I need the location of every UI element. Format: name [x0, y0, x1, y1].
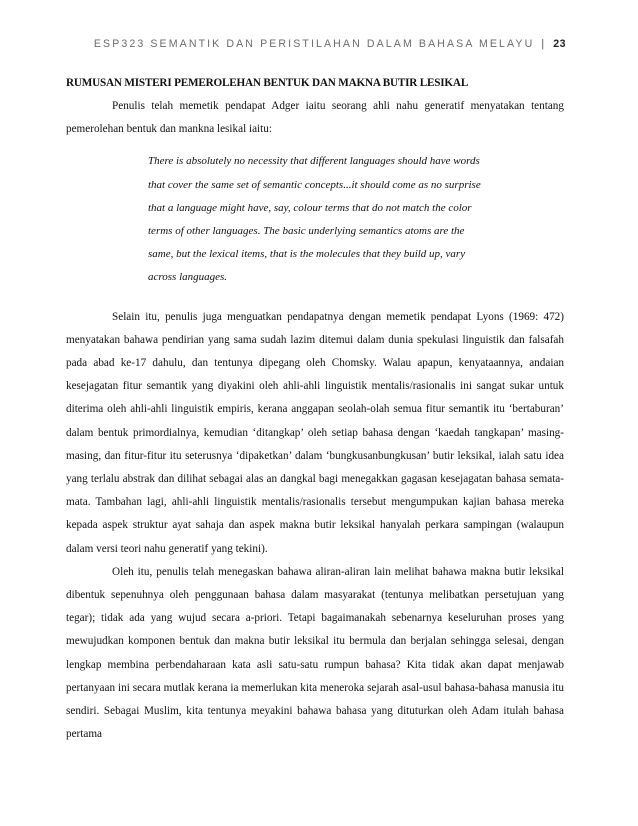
- page-content: [66, 72, 564, 746]
- quote-line: There is absolutely no necessity that different languages should have words: [148, 155, 480, 168]
- body-paragraph-2: Oleh itu, penulis telah menegaskan bahawa aliran-aliran lain melihat bahawa makna butir leksikal dibentuk sepenuhnya oleh penggunaan bahasa dalam masyarakat (tentunya melibatkan persetujuan yang tegar); tidak ada yang wujud secara a-priori. Tetapi bagaimanakah sebenarnya keseluruhan proses yang mewujudkan komponen bentuk dan makna butir leksikal itu bermula dan berjalan sehingga selesai, dengan lengkap membina perbendaharaan kata asli satu-satu rumpun bahasa? Kita tidak akan dapat menjawab pertanyaan ini secara mutlak kerana ia memerlukan kita meneroka sejarah asal-usul bahasa-bahasa manusia itu sendiri. Sebagai Muslim, kita tentunya meyakini bahawa bahasa yang dituturkan oleh Adam itulah bahasa pertama: [66, 565, 564, 741]
- quote-line: that a language might have, say, colour terms that do not match the color: [148, 201, 472, 214]
- quote-line: across languages.: [148, 271, 228, 284]
- course-title: ESP323 SEMANTIK DAN PERISTILAHAN DALAM BAHASA MELAYU: [93, 38, 535, 50]
- block-quote: [148, 150, 528, 289]
- page-number: 23: [553, 38, 566, 50]
- quote-line: same, but the lexical items, that is the molecules that they build up, vary: [148, 248, 466, 261]
- intro-paragraph: Penulis telah memetik pendapat Adger iaitu seorang ahli nahu generatif menyatakan tentang pemerolehan bentuk dan mankna lesikal iaitu:: [66, 100, 564, 136]
- header-separator: |: [541, 38, 545, 50]
- section-title: RUMUSAN MISTERI PEMEROLEHAN BENTUK DAN MAKNA BUTIR LESIKAL: [66, 77, 469, 89]
- quote-line: that cover the same set of semantic concepts...it should come as no surprise: [148, 178, 481, 191]
- quote-line: terms of other languages. The basic underlying semantics atoms are the: [148, 225, 465, 238]
- running-header: [64, 38, 566, 50]
- body-paragraph-1: Selain itu, penulis juga menguatkan pendapatnya dengan memetik pendapat Lyons (1969: 472) menyatakan bahawa pendirian yang sama sudah lazim ditemui dalam dunia spekulasi linguistik dan falsafah pada abad ke-17 dahulu, dan tentunya dipegang oleh Chomsky. Walau apapun, kenyataannya, andaian kesejagatan fitur semantik yang diyakini oleh ahli-ahli linguistik mentalis/rasionalis ini sangat sukar untuk diterima oleh ahli-ahli linguistik empiris, kerana anggapan seolah-olah semua fitur semantik itu ‘bertaburan’ dalam bentuk primordialnya, kemudian ‘ditangkap’ oleh setiap bahasa dengan ‘kaedah tangkapan’ masing-masing, dan fitur-fitur itu seterusnya ‘dipaketkan’ dalam ‘bungkusanbungkusan’ butir leksikal, ialah satu idea yang terlalu abstrak dan dilihat sebagai alas an dangkal bagi menegakkan gagasan kesejagatan bahasa semata-mata. Tambahan lagi, ahli-ahli linguistik mentalis/rasionalis tersebut mengumpukan kajian bahasa mereka kepada aspek struktur ayat sahaja dan aspek makna butir leksikal hanyalah perkara sampingan (walaupun dalam versi teori nahu generatif yang tekini).: [66, 310, 564, 555]
